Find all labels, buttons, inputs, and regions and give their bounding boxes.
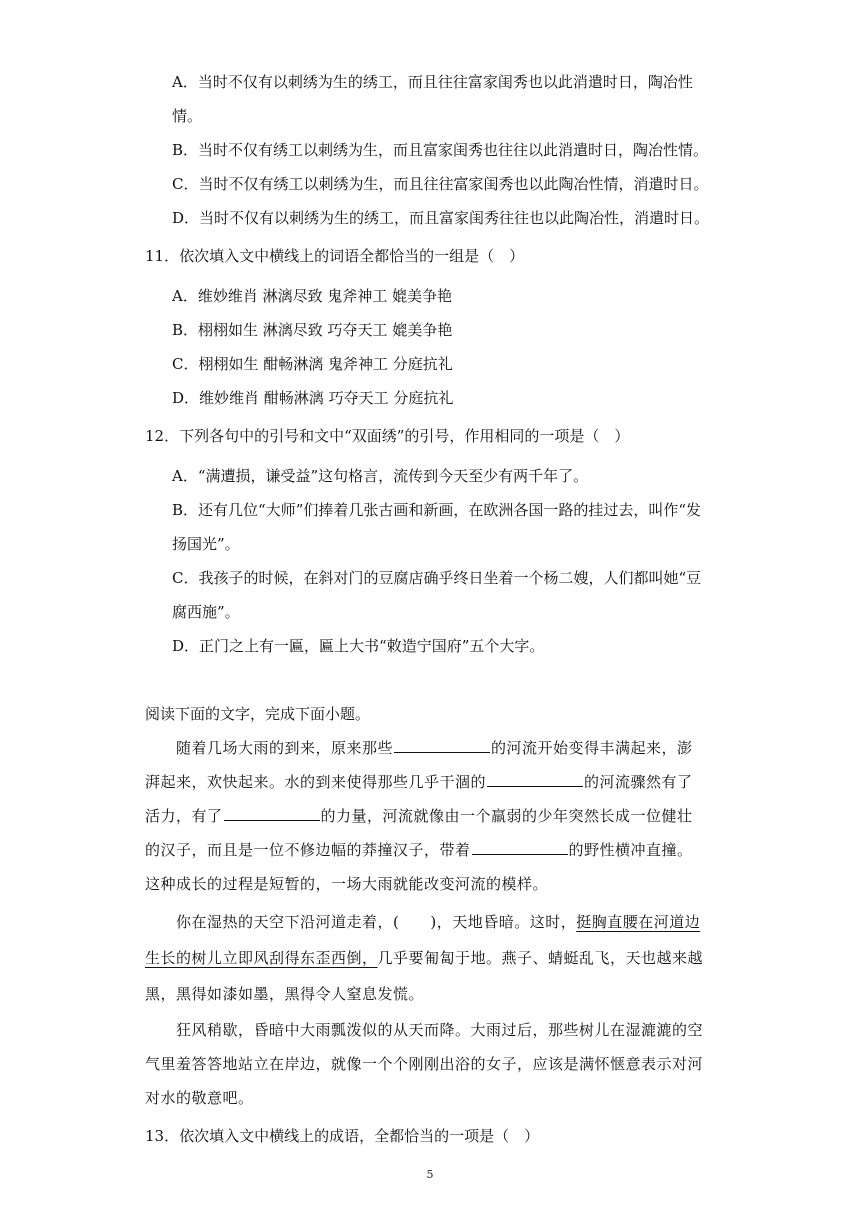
fill-blank-4	[472, 840, 568, 855]
q11-option-a: A．维妙维肖 淋漓尽致 鬼斧神工 媲美争艳	[172, 287, 453, 305]
q10-option-c: C．当时不仅有绣工以刺绣为生，而且往往富家闺秀也以此陶冶性情，消遣时日。	[172, 175, 709, 193]
q12-option-c-line1: C．我孩子的时候，在斜对门的豆腐店确乎终日坐着一个杨二嫂，人们都叫她“豆	[172, 569, 702, 587]
passage-p2-line1	[176, 912, 700, 932]
q10-option-a-line2: 情。	[172, 107, 203, 125]
fill-blank-1	[394, 738, 490, 753]
q11-stem: 11．依次填入文中横线上的词语全都恰当的一组是（ ）	[145, 247, 525, 265]
q12-stem: 12．下列各句中的引号和文中“双面绣”的引号，作用相同的一项是（ ）	[145, 427, 630, 445]
underlined-sentence: 挺胸直腰在河道边	[576, 913, 701, 931]
q10-option-d: D．当时不仅有以刺绣为生的绣工，而且富家闺秀往往也以此陶冶性，消遣时日。	[172, 209, 710, 227]
q12-option-c-line2: 腐西施”。	[172, 603, 240, 621]
q11-option-d: D．维妙维肖 酣畅淋漓 巧夺天工 分庭抗礼	[172, 389, 454, 407]
underlined-sentence: 生长的树儿立即风刮得东歪西倒，	[145, 949, 378, 967]
passage-p3-line3: 对水的敬意吧。	[145, 1089, 254, 1107]
passage-text: 的河流开始变得丰满起来，澎	[491, 739, 693, 757]
q12-option-b-line1: B．还有几位“大师”们捧着几张古画和新画，在欧洲各国一路的挂过去，叫作“发	[172, 501, 702, 519]
passage-text: 的河流骤然有了	[584, 773, 693, 791]
passage-text: 你在湿热的天空下沿河道走着，( )，天地昏暗。这时，	[176, 913, 577, 931]
q12-option-d: D．正门之上有一匾，匾上大书“敕造宁国府”五个大字。	[172, 637, 545, 655]
passage-text: 湃起来，欢快起来。水的到来使得那些几乎干涸的	[145, 773, 487, 791]
passage-p2-line2	[145, 948, 703, 968]
fill-blank-2	[487, 772, 583, 787]
passage-text: 几乎要匍匐于地。燕子、蜻蜓乱飞，天也越来越	[377, 949, 704, 967]
q12-option-b-line2: 扬国光”。	[172, 535, 240, 553]
page-number: 5	[426, 1168, 434, 1181]
passage-text: 的野性横冲直撞。	[568, 841, 693, 859]
passage-p3-line1: 狂风稍歇，昏暗中大雨瓢泼似的从天而降。大雨过后，那些树儿在湿漉漉的空	[176, 1021, 704, 1039]
passage-p1-line4	[145, 840, 693, 860]
q10-option-b: B．当时不仅有绣工以刺绣为生，而且富家闺秀也往往以此消遣时日，陶冶性情。	[172, 141, 709, 159]
q13-stem: 13．依次填入文中横线上的成语，全都恰当的一项是（ ）	[145, 1127, 540, 1145]
passage-text: 的力量，河流就像由一个羸弱的少年突然长成一位健壮	[320, 807, 693, 825]
passage-text: 的汉子，而且是一位不修边幅的莽撞汉子，带着	[145, 841, 471, 859]
passage-p1-line5: 这种成长的过程是短暂的，一场大雨就能改变河流的模样。	[145, 875, 549, 893]
q11-option-b: B．栩栩如生 淋漓尽致 巧夺天工 媲美争艳	[172, 321, 453, 339]
passage-p1-line1	[176, 738, 693, 758]
fill-blank-3	[224, 806, 320, 821]
reading-intro: 阅读下面的文字，完成下面小题。	[145, 705, 371, 723]
passage-text: 活力，有了	[145, 807, 223, 825]
q12-option-a: A．“满遭损，谦受益”这句格言，流传到今天至少有两千年了。	[172, 467, 589, 485]
passage-p2-line3: 黑，黑得如漆如墨，黑得令人窒息发慌。	[145, 985, 425, 1003]
q11-option-c: C．栩栩如生 酣畅淋漓 鬼斧神工 分庭抗礼	[172, 355, 453, 373]
passage-p1-line3	[145, 806, 693, 826]
passage-p3-line2: 气里羞答答地站立在岸边，就像一个个刚刚出浴的女子，应该是满怀惬意表示对河	[145, 1055, 704, 1073]
passage-p1-line2	[145, 772, 693, 792]
q10-option-a-line1: A．当时不仅有以刺绣为生的绣工，而且往往富家闺秀也以此消遣时日，陶冶性	[172, 73, 693, 91]
passage-text: 随着几场大雨的到来，原来那些	[176, 739, 394, 757]
